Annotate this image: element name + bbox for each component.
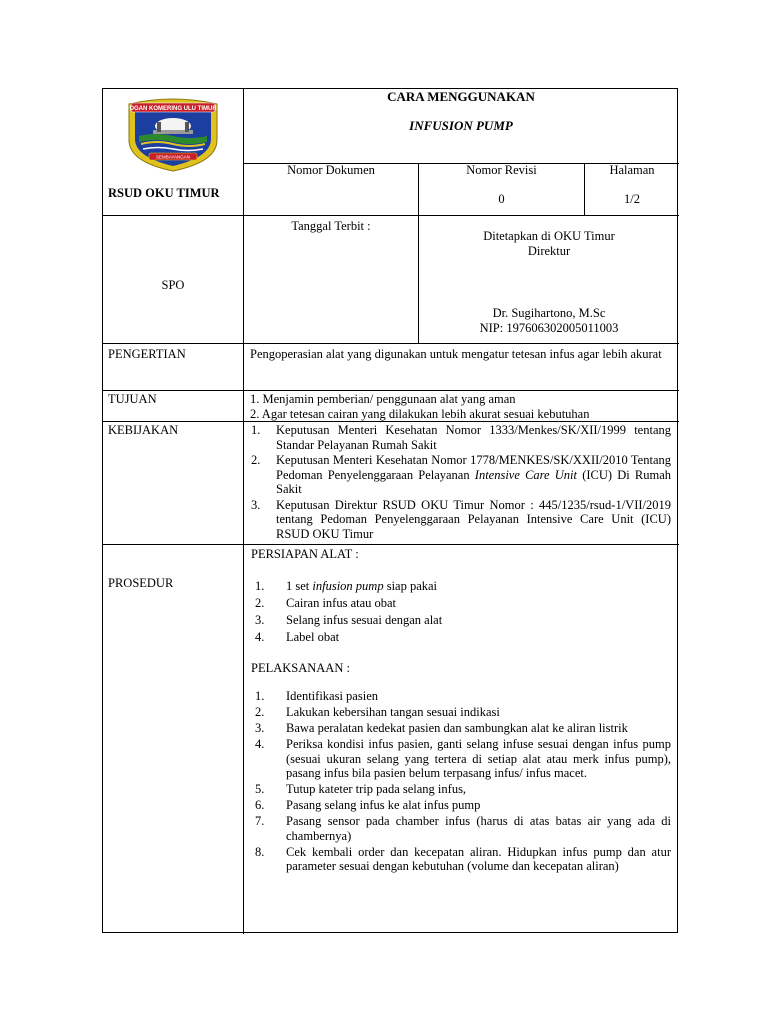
list-item: 8. Cek kembali order dan kecepatan aliran. Hidupkan infus pump dan atur parameter sesuai dengan kebutuhan (volume dan kecepatan aliran): [255, 844, 671, 873]
list-item: 1. 1 set infusion pump siap pakai: [255, 579, 438, 593]
list-item: 2. Lakukan kebersihan tangan sesuai indikasi: [255, 705, 500, 719]
list-item: 7. Pasang sensor pada chamber infus (harus di atas batas air yang ada di chambernya): [255, 814, 671, 843]
list-item: 3. Keputusan Direktur RSUD OKU Timur Nomor : 445/1235/rsud-1/VII/2019 tentang Pedoman Penyelenggaraan Pelayanan Intensive Care Unit (ICU) RSUD OKU Timur: [251, 497, 671, 541]
hospital-name: RSUD OKU TIMUR: [108, 186, 220, 200]
emblem-banner-top: OGAN KOMERING ULU TIMUR: [129, 106, 217, 112]
revision-value: 0: [498, 192, 505, 206]
list-item: 4. Label obat: [255, 630, 340, 644]
page-value: 1/2: [624, 192, 640, 206]
list-item: 2. Cairan infus atau obat: [255, 596, 397, 610]
divider: [103, 343, 679, 344]
doc-subtitle: INFUSION PUMP: [409, 118, 513, 133]
pengertian-text: Pengoperasian alat yang digunakan untuk mengatur tetesan infus agar lebih akurat: [250, 347, 662, 361]
pelaksanaan-label: PELAKSANAAN :: [251, 661, 350, 675]
oku-timur-emblem: [123, 96, 223, 172]
kebijakan-list: [251, 423, 671, 541]
doc-number-label: Nomor Dokumen: [287, 163, 375, 177]
section-label-pengertian: PENGERTIAN: [108, 347, 186, 361]
divider: [103, 390, 679, 391]
list-item: 3. Selang infus sesuai dengan alat: [255, 613, 443, 627]
list-item: 3. Bawa peralatan kedekat pasien dan sambungkan alat ke aliran listrik: [255, 721, 628, 735]
pelaksanaan-list: [255, 689, 671, 874]
list-item: 5. Tutup kateter trip pada selang infus,: [255, 782, 467, 796]
revision-label: Nomor Revisi: [466, 163, 537, 177]
director-title: Direktur: [527, 244, 571, 258]
section-label-tujuan: TUJUAN: [108, 392, 157, 406]
spo-document: [102, 88, 678, 933]
tujuan-item: 1. Menjamin pemberian/ penggunaan alat yang aman: [250, 392, 516, 406]
list-item: 1. Identifikasi pasien: [255, 689, 378, 703]
issue-date-label: Tanggal Terbit :: [291, 219, 371, 233]
section-label-kebijakan: KEBIJAKAN: [108, 423, 179, 437]
emblem-banner-bottom: SEMBAYANGAN: [155, 154, 191, 160]
section-label-prosedur: PROSEDUR: [108, 576, 174, 590]
doc-title: CARA MENGGUNAKAN: [387, 89, 535, 104]
list-item: 1. Keputusan Menteri Kesehatan Nomor 1333/Menkes/SK/XII/1999 tentang Standar Pelayanan Rumah Sakit: [251, 423, 671, 452]
page-label: Halaman: [609, 163, 655, 177]
persiapan-label: PERSIAPAN ALAT :: [251, 547, 359, 561]
divider: [103, 544, 679, 545]
tujuan-item: 2. Agar tetesan cairan yang dilakukan lebih akurat sesuai kebutuhan: [250, 407, 590, 421]
director-name: Dr. Sugihartono, M.Sc: [492, 306, 606, 320]
director-nip: NIP: 197606302005011003: [479, 321, 619, 335]
persiapan-list: [255, 578, 671, 646]
list-item: 4. Periksa kondisi infus pasien, ganti selang infuse sesuai dengan infus pump (sesuai ukuran selang yang tertera di setiap alat atau merk infus pump), pasang infus bila pasien belum terpasang infus/ infus macet.: [255, 737, 671, 780]
list-item: 6. Pasang selang infus ke alat infus pump: [255, 798, 481, 812]
divider: [103, 215, 679, 216]
list-item: 2. Keputusan Menteri Kesehatan Nomor 1778/MENKES/SK/XXII/2010 Tentang Pedoman Penyelenggaraan Pelayanan Intensive Care Unit (ICU) Di Rumah Sakit: [251, 453, 671, 496]
established-place: Ditetapkan di OKU Timur: [483, 229, 615, 243]
spo-label: SPO: [161, 278, 185, 292]
